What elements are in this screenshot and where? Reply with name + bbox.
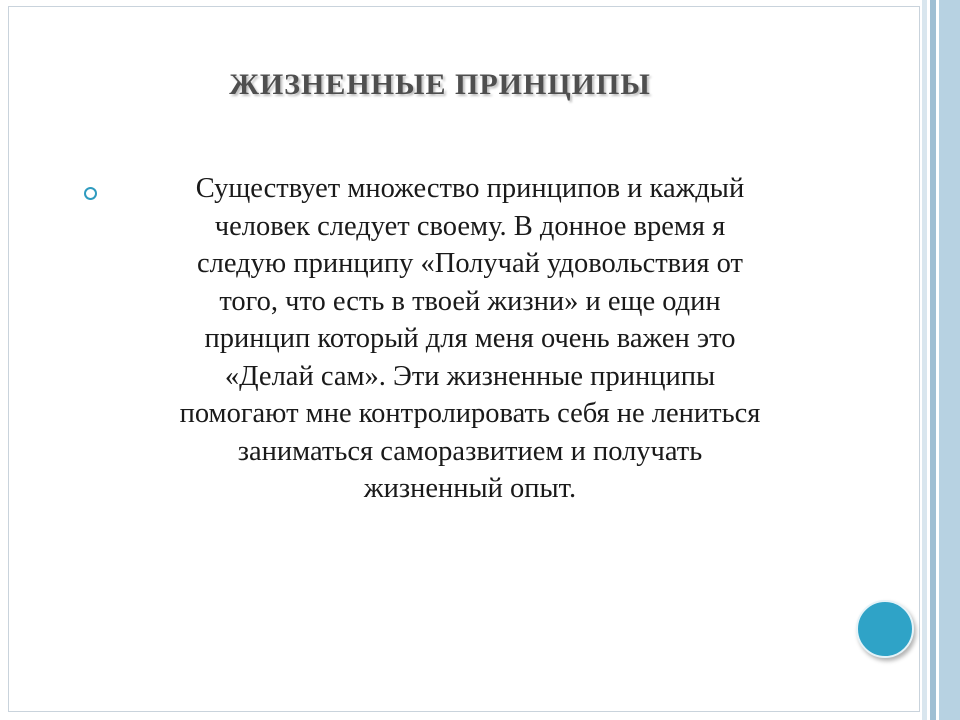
bullet-line: следую принципу «Получай удовольствия от (197, 248, 743, 279)
right-decorative-stripes (922, 0, 960, 720)
bullet-line: помогают мне контролировать себя не лениться (179, 398, 761, 429)
slide-title: ЖИЗНЕННЫЕ ПРИНЦИПЫ (229, 68, 651, 101)
bullet-line: «Делай сам». Эти жизненные принципы (224, 360, 716, 392)
bullet-text (84, 170, 844, 508)
ring-bullet-icon (84, 187, 97, 200)
bullet-line: человек следует своему. В донное время я (214, 210, 726, 242)
bullet-line: жизненный опыт. (363, 473, 577, 504)
bullet-line: того, что есть в твоей жизни» и еще один (219, 285, 721, 317)
bullet-line: принцип который для меня очень важен это (204, 323, 736, 354)
stripe (939, 0, 960, 720)
bullet-line: Существует множество принципов и каждый (195, 173, 745, 204)
bullet-line: заниматься саморазвитием и получать (237, 435, 703, 467)
bullet-item (84, 170, 844, 508)
blue-circle-icon (856, 600, 914, 658)
